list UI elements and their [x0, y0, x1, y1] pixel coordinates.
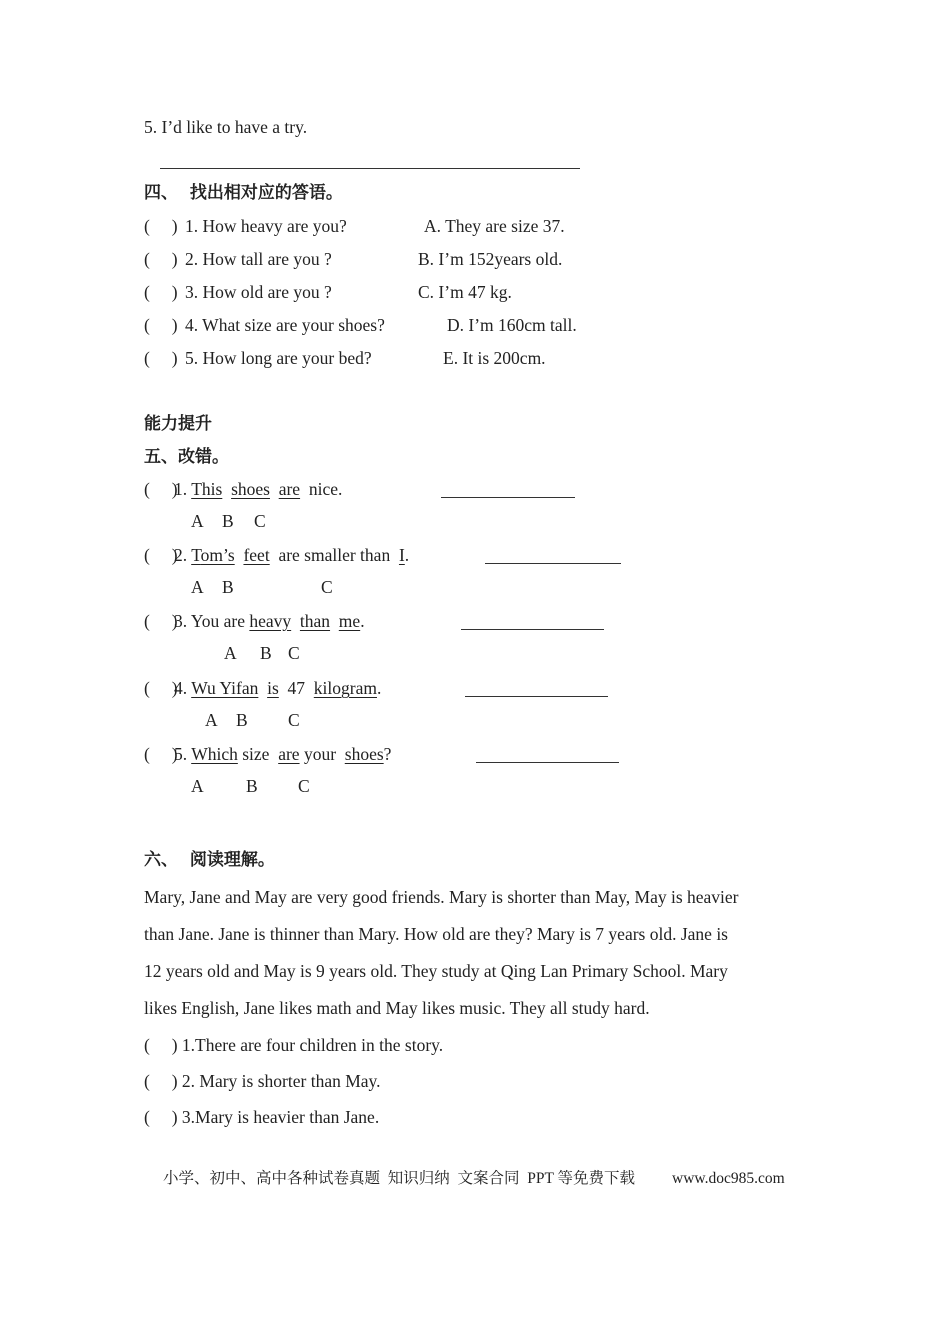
option-letter: A: [191, 511, 204, 531]
underlined-word: heavy: [249, 611, 292, 631]
underlined-word: I: [398, 545, 405, 565]
sentence-text: [291, 611, 300, 631]
answer-blank: [160, 168, 580, 169]
passage-line: 12 years old and May is 9 years old. They study at Qing Lan Primary School. Mary: [144, 961, 728, 981]
underlined-word: Wu Yifan: [191, 678, 259, 698]
sentence-text: [222, 479, 231, 499]
answer-paren[interactable]: ( ): [144, 249, 178, 269]
sentence-text: 1.: [174, 479, 192, 499]
top-item: 5. I’d like to have a try.: [144, 117, 308, 137]
error-sentence: [174, 677, 381, 699]
answer-option: A. They are size 37.: [424, 216, 565, 236]
sentence-text: nice.: [300, 479, 343, 499]
footer-text: 小学、初中、高中各种试卷真题 知识归纳 文案合同 PPT 等免费下载: [163, 1170, 636, 1187]
footer-url[interactable]: www.doc985.com: [672, 1170, 785, 1187]
answer-option: E. It is 200cm.: [443, 348, 546, 368]
sentence-text: your: [299, 744, 345, 764]
sentence-text: [270, 479, 279, 499]
answer-paren[interactable]: ( ): [144, 545, 178, 565]
option-letter: C: [288, 710, 300, 730]
option-letter: A: [205, 710, 218, 730]
underlined-word: kilogram: [313, 678, 377, 698]
option-letter: B: [222, 577, 234, 597]
underlined-word: This: [191, 479, 223, 499]
true-false-question: ( ) 3.Mary is heavier than Jane.: [144, 1107, 380, 1127]
option-letter: A: [224, 643, 237, 663]
sentence-text: 3. You are: [174, 611, 250, 631]
sentence-text: 4.: [174, 678, 192, 698]
section6-title: 六、 阅读理解。: [144, 850, 275, 870]
answer-paren[interactable]: ( ): [144, 479, 178, 499]
ability-title: 能力提升: [144, 414, 212, 434]
underlined-word: T: [191, 545, 201, 565]
answer-paren[interactable]: ( ): [144, 348, 178, 368]
sentence-text: size: [237, 744, 279, 764]
question-text: 3. How old are you ?: [185, 282, 332, 302]
passage-line: likes English, Jane likes math and May likes music. They all study hard.: [144, 998, 650, 1018]
question-text: 1. How heavy are you?: [185, 216, 347, 236]
answer-paren[interactable]: ( ): [144, 315, 178, 335]
answer-paren[interactable]: ( ): [144, 216, 178, 236]
underlined-word: shoes: [344, 744, 384, 764]
correction-blank[interactable]: [485, 563, 621, 564]
option-letter: C: [321, 577, 333, 597]
true-false-question: ( ) 1.There are four children in the story.: [144, 1035, 444, 1055]
option-letter: C: [254, 511, 266, 531]
error-sentence: [174, 544, 409, 566]
sentence-text: [258, 678, 267, 698]
error-sentence: [174, 610, 365, 632]
answer-paren[interactable]: ( ): [144, 611, 178, 631]
section5-title: 五、改错。: [144, 447, 229, 467]
section4-title: 四、 找出相对应的答语。: [144, 183, 343, 203]
question-text: 2. How tall are you ?: [185, 249, 332, 269]
option-letter: B: [236, 710, 248, 730]
option-letter: C: [288, 643, 300, 663]
underlined-word: me: [338, 611, 361, 631]
sentence-text: ?: [383, 744, 392, 764]
answer-option: D. I’m 160cm tall.: [447, 315, 577, 335]
answer-paren[interactable]: ( ): [144, 282, 178, 302]
underlined-word: are: [278, 479, 301, 499]
question-text: 4. What size are your shoes?: [185, 315, 385, 335]
question-text: 5. How long are your bed?: [185, 348, 372, 368]
correction-blank[interactable]: [441, 497, 575, 498]
option-letter: B: [222, 511, 234, 531]
passage-line: than Jane. Jane is thinner than Mary. How old are they? Mary is 7 years old. Jane is: [144, 924, 728, 944]
passage-line: Mary, Jane and May are very good friends. Mary is shorter than May, May is heavier: [144, 887, 739, 907]
sentence-text: 5.: [174, 744, 192, 764]
sentence-text: .: [404, 545, 410, 565]
error-sentence: [174, 478, 342, 500]
answer-option: B. I’m 152years old.: [418, 249, 563, 269]
underlined-word: shoes: [231, 479, 270, 499]
option-letter: B: [246, 776, 258, 796]
true-false-question: ( ) 2. Mary is shorter than May.: [144, 1071, 381, 1091]
underlined-word: is: [267, 678, 279, 698]
correction-blank[interactable]: [465, 696, 608, 697]
correction-blank[interactable]: [476, 762, 619, 763]
sentence-text: 47: [278, 678, 314, 698]
underlined-word: om’s: [200, 545, 235, 565]
underlined-word: feet: [243, 545, 270, 565]
option-letter: A: [191, 577, 204, 597]
underlined-word: than: [299, 611, 331, 631]
option-letter: B: [260, 643, 272, 663]
sentence-text: .: [376, 678, 382, 698]
sentence-text: .: [360, 611, 365, 631]
correction-blank[interactable]: [461, 629, 604, 630]
answer-option: C. I’m 47 kg.: [418, 282, 512, 302]
option-letter: C: [298, 776, 310, 796]
underlined-word: are: [278, 744, 300, 764]
sentence-text: [330, 611, 339, 631]
sentence-text: are smaller than: [269, 545, 399, 565]
answer-paren[interactable]: ( ): [144, 744, 178, 764]
error-sentence: [174, 743, 391, 765]
underlined-word: Which: [191, 744, 238, 764]
answer-paren[interactable]: ( ): [144, 678, 178, 698]
option-letter: A: [191, 776, 204, 796]
sentence-text: 2.: [174, 545, 192, 565]
